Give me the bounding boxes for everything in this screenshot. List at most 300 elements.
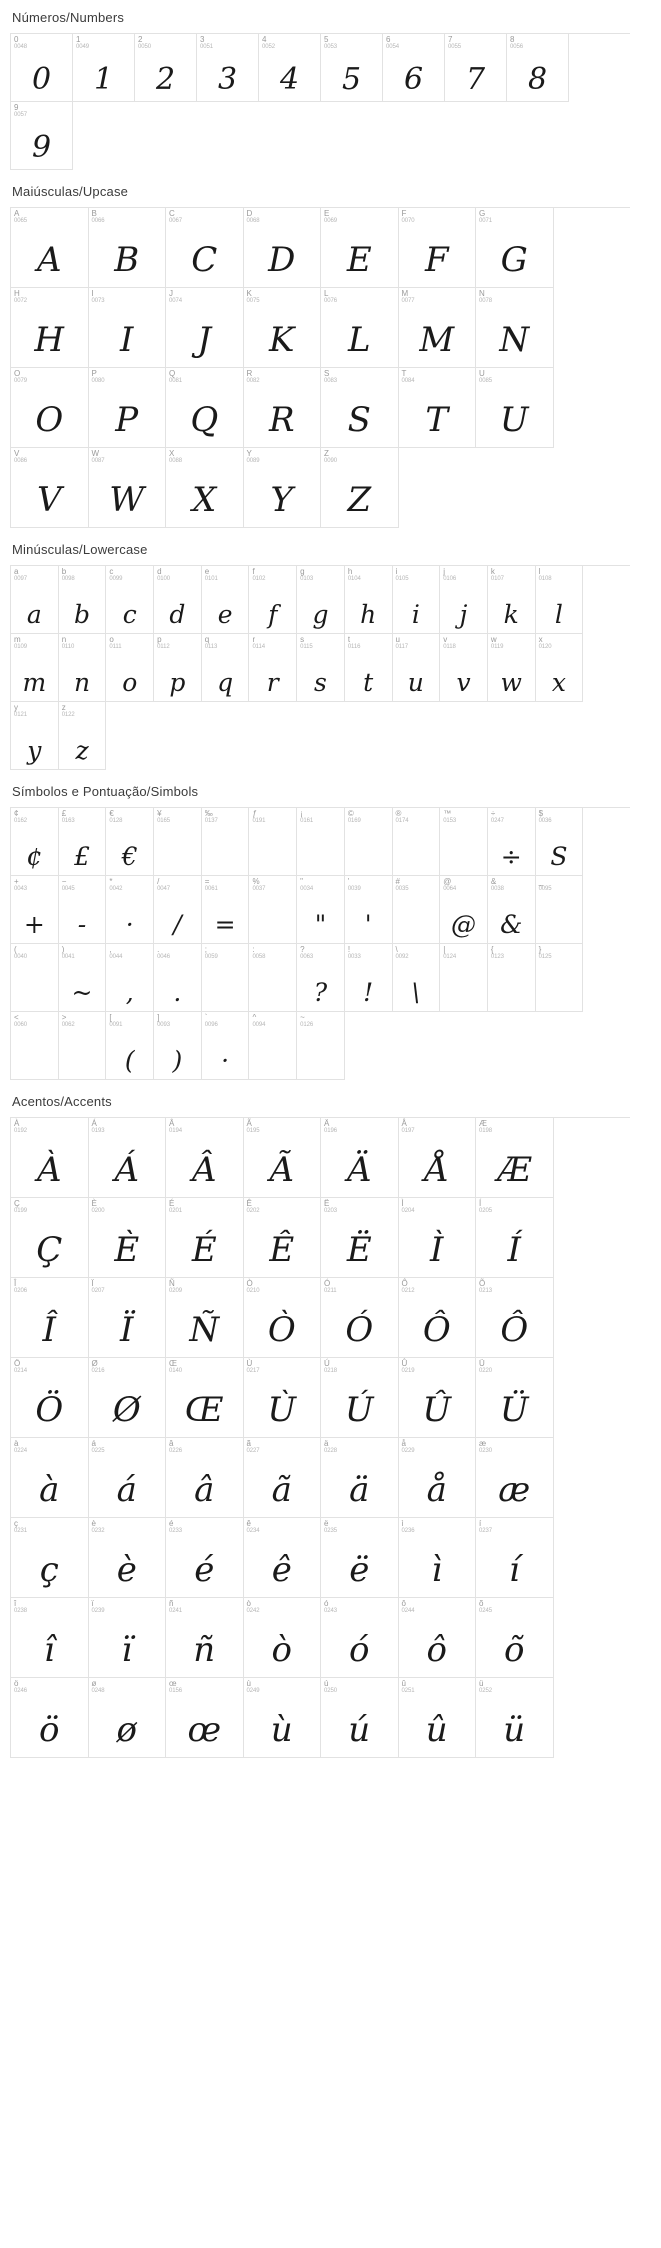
glyph-sample: ~ [71, 978, 93, 1007]
glyph-sample: Æ [497, 1150, 532, 1190]
glyph-code-label: 0105 [395, 576, 409, 583]
glyph-cell[interactable] [166, 1678, 244, 1758]
glyph-cell[interactable] [297, 944, 345, 1012]
glyph-cell[interactable] [11, 702, 59, 770]
glyph-cell[interactable] [89, 208, 167, 288]
glyph-char-label: â [169, 1439, 174, 1448]
glyph-meta [491, 636, 504, 651]
glyph-cell[interactable] [249, 876, 297, 944]
glyph-code-label: 0214 [14, 1368, 27, 1375]
glyph-code-label: 0207 [91, 1288, 105, 1295]
glyph-cell[interactable] [297, 566, 345, 634]
glyph-cell[interactable] [445, 34, 507, 102]
glyph-char-label: R [246, 369, 253, 378]
glyph-cell[interactable] [11, 1012, 59, 1080]
glyph-cell[interactable] [154, 634, 202, 702]
glyph-cell[interactable] [197, 34, 259, 102]
glyph-cell[interactable] [244, 1118, 322, 1198]
glyph-sample: û [425, 1710, 448, 1750]
glyph-sample: A [36, 240, 62, 280]
glyph-char-label: 6 [386, 35, 391, 44]
glyph-cell[interactable] [89, 1678, 167, 1758]
glyph-cell[interactable] [244, 1438, 322, 1518]
glyph-cell[interactable] [399, 208, 477, 288]
glyph-cell[interactable] [202, 634, 250, 702]
glyph-cell[interactable] [399, 288, 477, 368]
glyph-code-label: 0117 [395, 644, 409, 651]
glyph-cell[interactable] [244, 1198, 322, 1278]
glyph-cell[interactable] [11, 34, 73, 102]
glyph-sample: Á [114, 1150, 140, 1190]
sections-root [0, 10, 661, 1758]
glyph-cell[interactable] [154, 808, 202, 876]
glyph-meta [402, 1360, 415, 1375]
glyph-cell[interactable] [106, 944, 154, 1012]
glyph-cell[interactable] [11, 1678, 89, 1758]
glyph-code-label: 0053 [324, 44, 337, 51]
glyph-cell[interactable] [476, 288, 554, 368]
glyph-meta [300, 568, 313, 583]
glyph-code-label: 0125 [538, 954, 552, 961]
glyph-code-label: 0059 [204, 954, 218, 961]
glyph-cell[interactable] [440, 944, 488, 1012]
glyph-cell[interactable] [166, 448, 244, 528]
glyph-code-label: 0193 [91, 1128, 105, 1135]
glyph-cell[interactable] [166, 1358, 244, 1438]
glyph-cell[interactable] [11, 1518, 89, 1598]
glyph-cell[interactable] [321, 1438, 399, 1518]
glyph-char-label: ^ [252, 1013, 257, 1022]
glyph-meta [92, 1440, 105, 1455]
glyph-cell[interactable] [321, 1598, 399, 1678]
glyph-cell[interactable] [345, 808, 393, 876]
glyph-cell[interactable] [488, 944, 536, 1012]
glyph-code-label: 0196 [324, 1128, 337, 1135]
glyph-cell[interactable] [249, 1012, 297, 1080]
glyph-code-label: 0056 [510, 44, 523, 51]
glyph-cell[interactable] [89, 288, 167, 368]
glyph-sample: . [173, 978, 182, 1007]
glyph-cell[interactable] [11, 208, 89, 288]
glyph-char-label: Î [14, 1279, 17, 1288]
glyph-meta [396, 946, 409, 961]
glyph-cell[interactable] [399, 1438, 477, 1518]
glyph-char-label: Ë [324, 1199, 330, 1208]
glyph-cell[interactable] [536, 876, 584, 944]
glyph-meta [396, 636, 409, 651]
glyph-cell[interactable] [202, 876, 250, 944]
glyph-meta [402, 1600, 415, 1615]
glyph-meta [205, 810, 218, 825]
glyph-char-label: Ê [246, 1199, 252, 1208]
glyph-code-label: 0122 [61, 712, 75, 719]
glyph-char-label: È [91, 1199, 97, 1208]
glyph-cell[interactable] [244, 1518, 322, 1598]
glyph-sample: Y [270, 480, 293, 520]
glyph-cell[interactable] [59, 566, 107, 634]
glyph-cell[interactable] [321, 34, 383, 102]
glyph-cell[interactable] [536, 808, 584, 876]
glyph-cell[interactable] [249, 808, 297, 876]
glyph-cell[interactable] [73, 34, 135, 102]
glyph-meta [169, 450, 182, 465]
glyph-cell[interactable] [59, 808, 107, 876]
glyph-meta [247, 1440, 260, 1455]
glyph-sample: Ê [269, 1230, 295, 1270]
glyph-char-label: Ó [324, 1279, 331, 1288]
glyph-char-label: L [324, 289, 329, 298]
glyph-sample: v [456, 668, 471, 697]
glyph-meta [348, 878, 361, 893]
glyph-char-label: & [490, 877, 497, 886]
glyph-cell[interactable] [297, 808, 345, 876]
glyph-meta [14, 568, 27, 583]
glyph-cell[interactable] [476, 208, 554, 288]
glyph-cell[interactable] [89, 1278, 167, 1358]
glyph-cell[interactable] [11, 808, 59, 876]
glyph-char-label: C [169, 209, 175, 218]
glyph-sample: Ó [345, 1310, 374, 1350]
glyph-cell[interactable] [399, 1598, 477, 1678]
glyph-cell[interactable] [11, 102, 73, 170]
glyph-cell[interactable] [383, 34, 445, 102]
glyph-cell[interactable] [11, 1118, 89, 1198]
glyph-code-label: 0081 [169, 378, 182, 385]
glyph-meta [169, 1360, 182, 1375]
glyph-cell[interactable] [106, 1012, 154, 1080]
glyph-cell[interactable] [399, 1678, 477, 1758]
glyph-cell[interactable] [166, 1598, 244, 1678]
glyph-cell[interactable] [249, 634, 297, 702]
glyph-cell[interactable] [59, 944, 107, 1012]
glyph-char-label: < [14, 1013, 19, 1022]
glyph-meta [109, 810, 122, 825]
glyph-cell[interactable] [244, 368, 322, 448]
glyph-cell[interactable] [321, 1118, 399, 1198]
glyph-cell[interactable] [476, 1678, 554, 1758]
glyph-cell[interactable] [106, 808, 154, 876]
glyph-cell[interactable] [476, 1518, 554, 1598]
glyph-cell[interactable] [399, 1358, 477, 1438]
glyph-char-label: > [61, 1013, 67, 1022]
glyph-cell[interactable] [89, 1358, 167, 1438]
glyph-cell[interactable] [106, 876, 154, 944]
glyph-meta [324, 1520, 337, 1535]
glyph-cell[interactable] [476, 1598, 554, 1678]
glyph-code-label: 0243 [324, 1608, 337, 1615]
glyph-char-label: r [252, 635, 256, 644]
glyph-cell[interactable] [321, 1198, 399, 1278]
glyph-cell[interactable] [476, 1118, 554, 1198]
glyph-cell[interactable] [345, 634, 393, 702]
glyph-sample: T [425, 400, 449, 440]
glyph-cell[interactable] [202, 944, 250, 1012]
glyph-meta [252, 946, 265, 961]
glyph-cell[interactable] [11, 1198, 89, 1278]
glyph-code-label: 0191 [252, 818, 266, 825]
glyph-cell[interactable] [297, 876, 345, 944]
glyph-cell[interactable] [476, 1278, 554, 1358]
glyph-char-label: å [401, 1439, 406, 1448]
glyph-sample: 2 [155, 62, 176, 97]
glyph-cell[interactable] [399, 1198, 477, 1278]
glyph-meta [14, 1014, 27, 1029]
glyph-meta [14, 450, 27, 465]
glyph-cell[interactable] [507, 34, 569, 102]
glyph-cell[interactable] [11, 1278, 89, 1358]
glyph-cell[interactable] [166, 1118, 244, 1198]
glyph-code-label: 0075 [246, 298, 260, 305]
glyph-cell[interactable] [11, 944, 59, 1012]
glyph-code-label: 0230 [479, 1448, 492, 1455]
glyph-meta [169, 1200, 182, 1215]
glyph-char-label: g [300, 567, 305, 576]
glyph-meta [247, 450, 260, 465]
glyph-cell[interactable] [393, 566, 441, 634]
glyph-cell[interactable] [488, 876, 536, 944]
glyph-code-label: 0101 [204, 576, 218, 583]
glyph-code-label: 0054 [386, 44, 399, 51]
glyph-cell[interactable] [440, 808, 488, 876]
glyph-char-label: û [401, 1679, 406, 1688]
glyph-cell[interactable] [166, 1278, 244, 1358]
glyph-cell[interactable] [244, 1598, 322, 1678]
glyph-cell[interactable] [89, 1438, 167, 1518]
glyph-cell[interactable] [89, 368, 167, 448]
glyph-meta [324, 290, 337, 305]
glyph-cell[interactable] [244, 1278, 322, 1358]
glyph-cell[interactable] [11, 288, 89, 368]
glyph-code-label: 0236 [401, 1528, 415, 1535]
glyph-char-label: H [14, 289, 20, 298]
glyph-cell[interactable] [59, 634, 107, 702]
glyph-char-label: c [109, 567, 114, 576]
glyph-cell[interactable] [488, 566, 536, 634]
glyph-char-label: o [109, 635, 114, 644]
glyph-sample: F [424, 240, 449, 280]
glyph-cell[interactable] [321, 1678, 399, 1758]
glyph-cell[interactable] [166, 368, 244, 448]
glyph-cell[interactable] [154, 1012, 202, 1080]
glyph-meta [300, 636, 313, 651]
glyph-char-label: Ì [401, 1199, 404, 1208]
glyph-code-label: 0192 [14, 1128, 27, 1135]
glyph-cell[interactable] [89, 448, 167, 528]
glyph-cell[interactable] [399, 1278, 477, 1358]
glyph-cell[interactable] [89, 1118, 167, 1198]
glyph-sample: 5 [341, 62, 362, 97]
glyph-meta [14, 1120, 27, 1135]
glyph-cell[interactable] [488, 808, 536, 876]
glyph-cell[interactable] [202, 808, 250, 876]
glyph-meta [92, 290, 105, 305]
glyph-cell[interactable] [244, 1678, 322, 1758]
glyph-meta [205, 568, 218, 583]
glyph-cell[interactable] [11, 876, 59, 944]
glyph-cell[interactable] [154, 566, 202, 634]
glyph-cell[interactable] [202, 1012, 250, 1080]
glyph-code-label: 0217 [246, 1368, 260, 1375]
glyph-cell[interactable] [321, 1518, 399, 1598]
glyph-cell[interactable] [244, 208, 322, 288]
glyph-cell[interactable] [59, 876, 107, 944]
glyph-cell[interactable] [106, 566, 154, 634]
glyph-grid [10, 1117, 630, 1758]
glyph-cell[interactable] [11, 368, 89, 448]
glyph-cell[interactable] [321, 448, 399, 528]
glyph-cell[interactable] [166, 208, 244, 288]
glyph-cell[interactable] [393, 944, 441, 1012]
glyph-cell[interactable] [135, 34, 197, 102]
glyph-sample: ü [503, 1710, 526, 1750]
glyph-meta [247, 1360, 260, 1375]
glyph-code-label: 0060 [14, 1022, 27, 1029]
glyph-char-label: z [61, 703, 66, 712]
glyph-meta [402, 1680, 415, 1695]
glyph-char-label: Å [401, 1119, 407, 1128]
glyph-cell[interactable] [476, 368, 554, 448]
glyph-meta [14, 210, 27, 225]
glyph-cell[interactable] [345, 876, 393, 944]
glyph-char-label: ? [300, 945, 305, 954]
glyph-meta [252, 1014, 265, 1029]
glyph-cell[interactable] [345, 944, 393, 1012]
glyph-cell[interactable] [154, 944, 202, 1012]
glyph-code-label: 0088 [169, 458, 182, 465]
glyph-code-label: 0235 [324, 1528, 337, 1535]
glyph-sample: ¢ [26, 842, 43, 871]
glyph-cell[interactable] [166, 288, 244, 368]
glyph-code-label: 0082 [246, 378, 260, 385]
glyph-cell[interactable] [249, 944, 297, 1012]
glyph-cell[interactable] [476, 1358, 554, 1438]
glyph-meta [14, 946, 27, 961]
glyph-cell[interactable] [536, 634, 584, 702]
glyph-char-label: Ú [324, 1359, 330, 1368]
glyph-cell[interactable] [440, 634, 488, 702]
glyph-sample: Ë [346, 1230, 372, 1270]
glyph-cell[interactable] [11, 566, 59, 634]
glyph-char-label: = [204, 877, 210, 886]
glyph-meta [157, 636, 170, 651]
glyph-cell[interactable] [154, 876, 202, 944]
glyph-char-label: ñ [169, 1599, 174, 1608]
glyph-cell[interactable] [166, 1518, 244, 1598]
glyph-code-label: 0206 [14, 1288, 27, 1295]
glyph-meta [252, 810, 265, 825]
glyph-sample: Ü [499, 1390, 529, 1430]
glyph-cell[interactable] [297, 1012, 345, 1080]
glyph-meta [62, 878, 75, 893]
glyph-cell[interactable] [321, 1358, 399, 1438]
glyph-meta [138, 36, 151, 51]
glyph-sample: ë [349, 1550, 370, 1590]
glyph-char-label: Æ [479, 1119, 487, 1128]
glyph-cell[interactable] [244, 288, 322, 368]
glyph-cell[interactable] [11, 634, 59, 702]
glyph-cell[interactable] [393, 634, 441, 702]
glyph-meta [247, 1680, 260, 1695]
glyph-cell[interactable] [321, 1278, 399, 1358]
glyph-char-label: + [14, 877, 19, 886]
glyph-sample: X [192, 480, 217, 520]
glyph-sample: G [500, 240, 528, 280]
glyph-meta [92, 1520, 105, 1535]
glyph-meta [76, 36, 89, 51]
glyph-cell[interactable] [59, 702, 107, 770]
glyph-cell[interactable] [440, 566, 488, 634]
glyph-cell[interactable] [297, 634, 345, 702]
glyph-cell[interactable] [399, 368, 477, 448]
glyph-cell[interactable] [11, 448, 89, 528]
glyph-sample: c [122, 600, 137, 629]
glyph-cell[interactable] [345, 566, 393, 634]
glyph-cell[interactable] [166, 1198, 244, 1278]
glyph-char-label: @ [443, 877, 452, 886]
glyph-cell[interactable] [244, 448, 322, 528]
glyph-code-label: 0037 [252, 886, 266, 893]
glyph-sample: õ [504, 1630, 525, 1670]
glyph-cell[interactable] [244, 1358, 322, 1438]
glyph-cell[interactable] [106, 634, 154, 702]
glyph-code-label: 0197 [401, 1128, 415, 1135]
glyph-code-label: 0163 [61, 818, 75, 825]
glyph-meta [402, 1440, 415, 1455]
glyph-cell[interactable] [249, 566, 297, 634]
glyph-code-label: 0111 [109, 644, 122, 651]
glyph-cell[interactable] [11, 1598, 89, 1678]
glyph-cell[interactable] [202, 566, 250, 634]
glyph-cell[interactable] [393, 808, 441, 876]
glyph-sample: â [194, 1470, 215, 1510]
glyph-cell[interactable] [59, 1012, 107, 1080]
glyph-cell[interactable] [536, 566, 584, 634]
glyph-char-label: S [324, 369, 330, 378]
glyph-cell[interactable] [259, 34, 321, 102]
glyph-code-label: 0232 [91, 1528, 105, 1535]
glyph-cell[interactable] [440, 876, 488, 944]
glyph-cell[interactable] [476, 1438, 554, 1518]
glyph-meta [247, 1200, 260, 1215]
glyph-cell[interactable] [89, 1198, 167, 1278]
glyph-meta [14, 1280, 27, 1295]
glyph-cell[interactable] [476, 1198, 554, 1278]
glyph-cell[interactable] [536, 944, 584, 1012]
glyph-char-label: ; [204, 945, 207, 954]
glyph-char-label: * [109, 877, 113, 886]
glyph-char-label: 8 [510, 35, 515, 44]
glyph-cell[interactable] [321, 288, 399, 368]
glyph-code-label: 0033 [347, 954, 361, 961]
glyph-cell[interactable] [89, 1598, 167, 1678]
glyph-cell[interactable] [488, 634, 536, 702]
glyph-code-label: 0140 [169, 1368, 182, 1375]
glyph-code-label: 0057 [14, 112, 27, 119]
glyph-cell[interactable] [321, 208, 399, 288]
glyph-cell[interactable] [399, 1518, 477, 1598]
glyph-cell[interactable] [89, 1518, 167, 1598]
glyph-char-label: B [91, 209, 97, 218]
glyph-cell[interactable] [11, 1358, 89, 1438]
glyph-code-label: 0250 [324, 1688, 337, 1695]
glyph-cell[interactable] [393, 876, 441, 944]
glyph-sample: · [221, 1046, 230, 1075]
glyph-meta [402, 1200, 415, 1215]
glyph-cell[interactable] [321, 368, 399, 448]
glyph-cell[interactable] [399, 1118, 477, 1198]
glyph-cell[interactable] [11, 1438, 89, 1518]
glyph-cell[interactable] [166, 1438, 244, 1518]
